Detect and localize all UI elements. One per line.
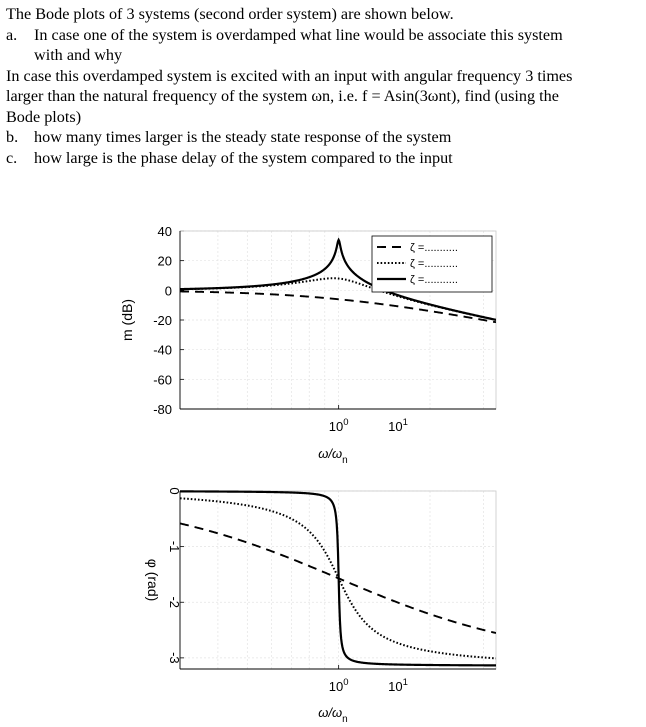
y-tick-label: -1	[167, 540, 182, 553]
y-tick-label: 0	[167, 487, 182, 495]
series-solid	[180, 491, 496, 665]
y-tick-label: -20	[153, 313, 172, 328]
y-tick-label: -2	[167, 596, 182, 609]
x-tick-label: $10^1$	[388, 417, 408, 434]
part-a-text-cont: with and why	[34, 46, 123, 64]
part-c-text: how large is the phase delay of the system compared to the input	[34, 148, 453, 167]
legend-label: ζ =...........	[410, 258, 458, 270]
x-axis-label: $\omega/\omega_n$	[318, 446, 348, 466]
y-tick-label: -40	[153, 342, 172, 358]
part-b-text: how many times larger is the steady state response of the system	[34, 128, 452, 146]
legend-label: ζ =...........	[410, 242, 458, 254]
context-line-2: larger than the natural frequency of the system ωn, i.e. f = Asin(3ωnt), find (using the	[6, 87, 559, 105]
part-b-label: b.	[6, 128, 19, 146]
x-tick-label: $10^0$	[328, 417, 349, 434]
y-tick-label: 40	[157, 224, 172, 239]
x-tick-label: $10^0$	[328, 677, 349, 694]
part-a-text: In case one of the system is overdamped what line would be associate this system	[34, 25, 563, 44]
part-a-label: a.	[6, 25, 18, 44]
y-axis-label: φ (rad)	[145, 558, 161, 602]
legend-label: ζ =...........	[410, 274, 458, 286]
context-line-1: In case this overdamped system is excited with an input with angular frequency 3 times	[6, 66, 573, 85]
part-c-label: c.	[6, 148, 18, 167]
context-line-3: Bode plots)	[6, 107, 82, 126]
y-tick-label: 0	[164, 283, 172, 299]
intro: The Bode plots of 3 systems (second order system) are shown below.	[6, 5, 454, 23]
legend	[372, 236, 492, 292]
x-tick-label: $10^1$	[388, 677, 408, 694]
phase-plot	[145, 487, 496, 669]
y-tick-label: -80	[153, 402, 172, 417]
y-axis-label: m (dB)	[119, 299, 135, 341]
magnitude-plot	[119, 224, 496, 417]
y-tick-label: -60	[153, 372, 172, 388]
y-tick-label: -3	[167, 652, 182, 664]
x-axis-label: $\omega/\omega_n$	[318, 705, 348, 725]
series-dashed	[180, 291, 496, 322]
y-tick-label: 20	[157, 253, 172, 269]
